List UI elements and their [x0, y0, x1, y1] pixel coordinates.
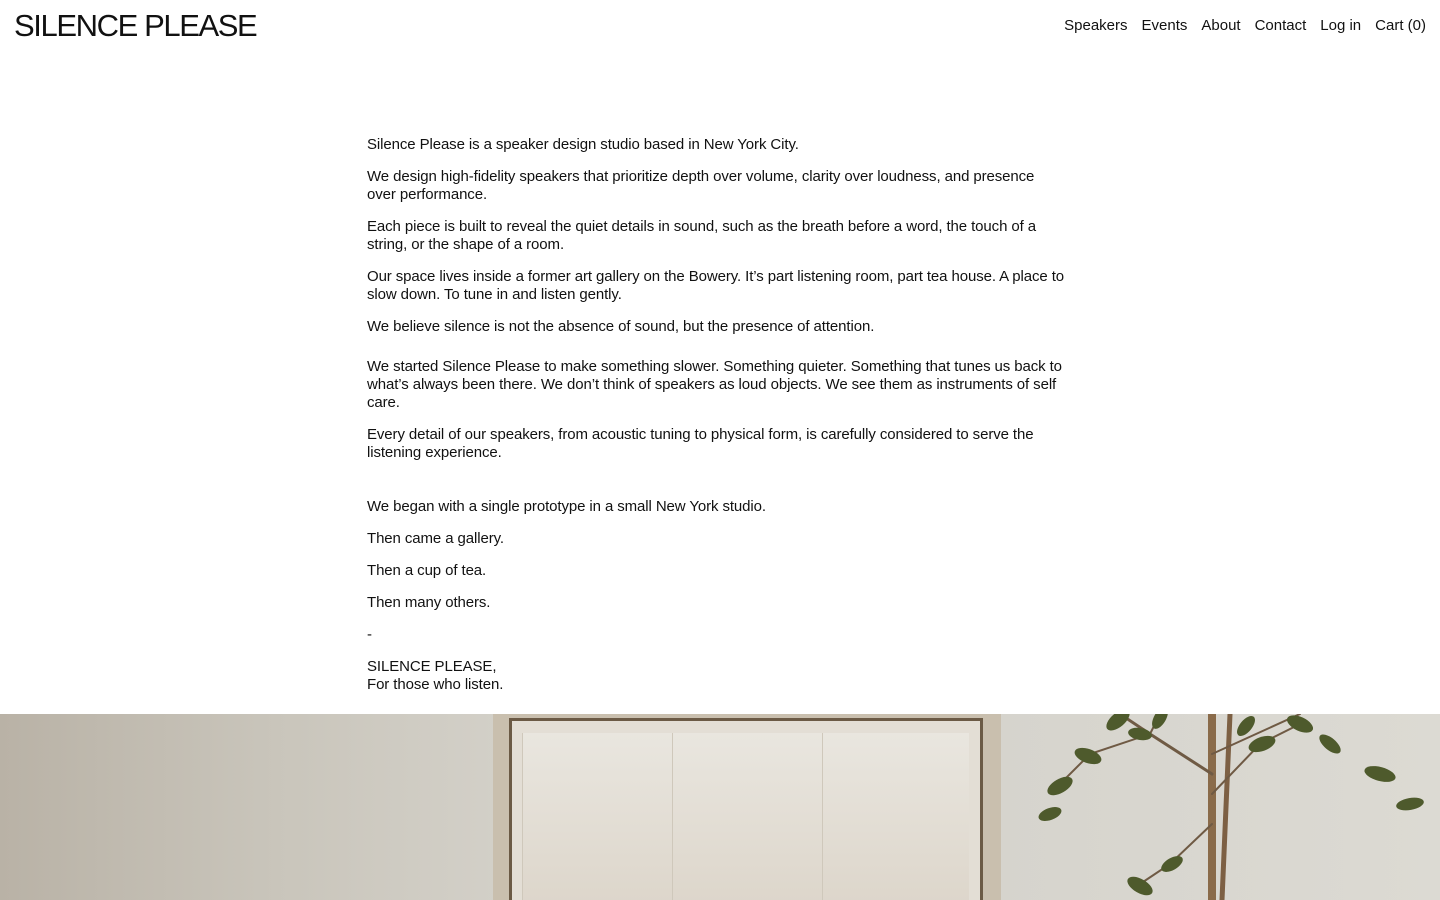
about-paragraph: Every detail of our speakers, from acoustic tuning to physical form, is carefully considered to serve the listening experience.	[367, 426, 1034, 461]
about-paragraph: We design high-fidelity speakers that prioritize depth over volume, clarity over loudness, and presence over performance.	[367, 168, 1035, 203]
about-paragraph: We began with a single prototype in a small New York studio.	[367, 498, 766, 515]
nav-link-speakers[interactable]: Speakers	[1064, 17, 1128, 34]
divider-dash: -	[367, 626, 372, 643]
nav-link-events[interactable]: Events	[1141, 17, 1188, 34]
nav-link-login[interactable]: Log in	[1320, 17, 1362, 34]
main-nav	[1064, 16, 1426, 36]
about-paragraph: Then a cup of tea.	[367, 562, 487, 579]
about-paragraph: Then many others.	[367, 594, 491, 611]
framed-artwork	[493, 714, 1001, 900]
signature	[367, 658, 1067, 694]
site-header	[0, 0, 1440, 56]
artwork-panel	[822, 733, 969, 900]
nav-link-cart[interactable]: Cart (0)	[1375, 17, 1426, 34]
site-logo[interactable]: SILENCE PLEASE	[14, 8, 257, 43]
signature-name: SILENCE PLEASE,	[367, 658, 497, 675]
nav-link-contact[interactable]: Contact	[1254, 17, 1307, 34]
about-paragraph: We started Silence Please to make something slower. Something quieter. Something that tunes us back to what’s always been there. We don’t think of speakers as loud objects. We see them as instruments of self care.	[367, 358, 1062, 411]
plant-illustration	[1000, 714, 1440, 900]
artwork-panel	[522, 733, 673, 900]
gallery-hero-image	[0, 714, 1440, 900]
nav-link-about[interactable]: About	[1201, 17, 1241, 34]
about-paragraph: Silence Please is a speaker design studio based in New York City.	[367, 136, 799, 153]
artwork-canvas	[509, 718, 983, 900]
about-content	[367, 136, 1067, 708]
about-paragraph: Then came a gallery.	[367, 530, 504, 547]
about-paragraph: We believe silence is not the absence of sound, but the presence of attention.	[367, 318, 875, 335]
artwork-panel	[672, 733, 823, 900]
about-paragraph: Our space lives inside a former art gallery on the Bowery. It’s part listening room, part tea house. A place to slow down. To tune in and listen gently.	[367, 268, 1065, 303]
about-paragraph: Each piece is built to reveal the quiet details in sound, such as the breath before a word, the touch of a string, or the shape of a room.	[367, 218, 1036, 253]
gallery-wall	[0, 714, 500, 900]
signature-tagline: For those who listen.	[367, 676, 504, 693]
